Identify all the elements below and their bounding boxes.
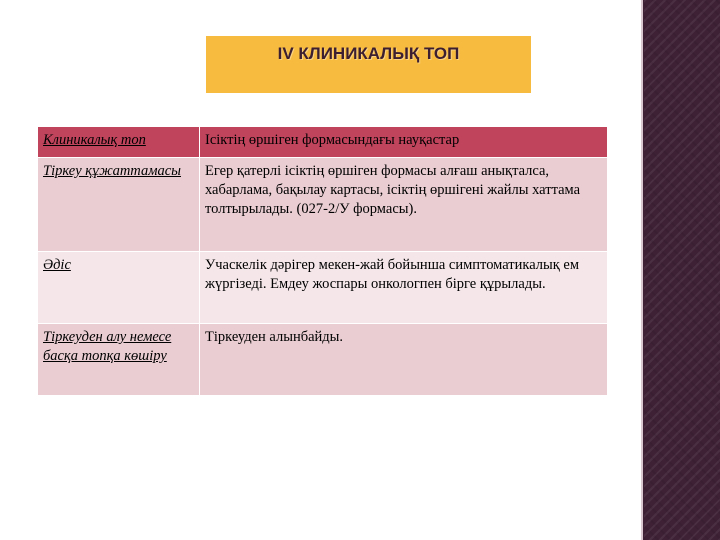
row-label-deregistration: Тіркеуден алу немесе басқа топқа көшіру [38,324,200,396]
row-label-method: Әдіс [38,252,200,324]
header-clinical-group: Клиникалық топ [38,127,200,158]
table-row [38,252,608,324]
row-label-registration: Тіркеу құжаттамасы [38,158,200,252]
row-text-registration: Егер қатерлі ісіктің өршіген формасы алғаш анықталса, хабарлама, бақылау картасы, ісіктің өршігені жайлы хаттама толтырылады. (027-2/У формасы). [200,158,608,252]
title-banner [206,36,531,93]
header-patients: Ісіктің өршіген формасындағы науқастар [200,127,608,158]
sidebar-pattern [644,0,720,540]
row-text-deregistration: Тіркеуден алынбайды. [200,324,608,396]
row-text-method: Учаскелік дәрігер мекен-жай бойынша симптоматикалық ем жүргізеді. Емдеу жоспары онкологпен бірге құрылады. [200,252,608,324]
clinical-group-table [37,126,608,396]
table-row [38,158,608,252]
table-header-row [38,127,608,158]
table-row [38,324,608,396]
slide-title: IV КЛИНИКАЛЫҚ ТОП [277,44,460,63]
